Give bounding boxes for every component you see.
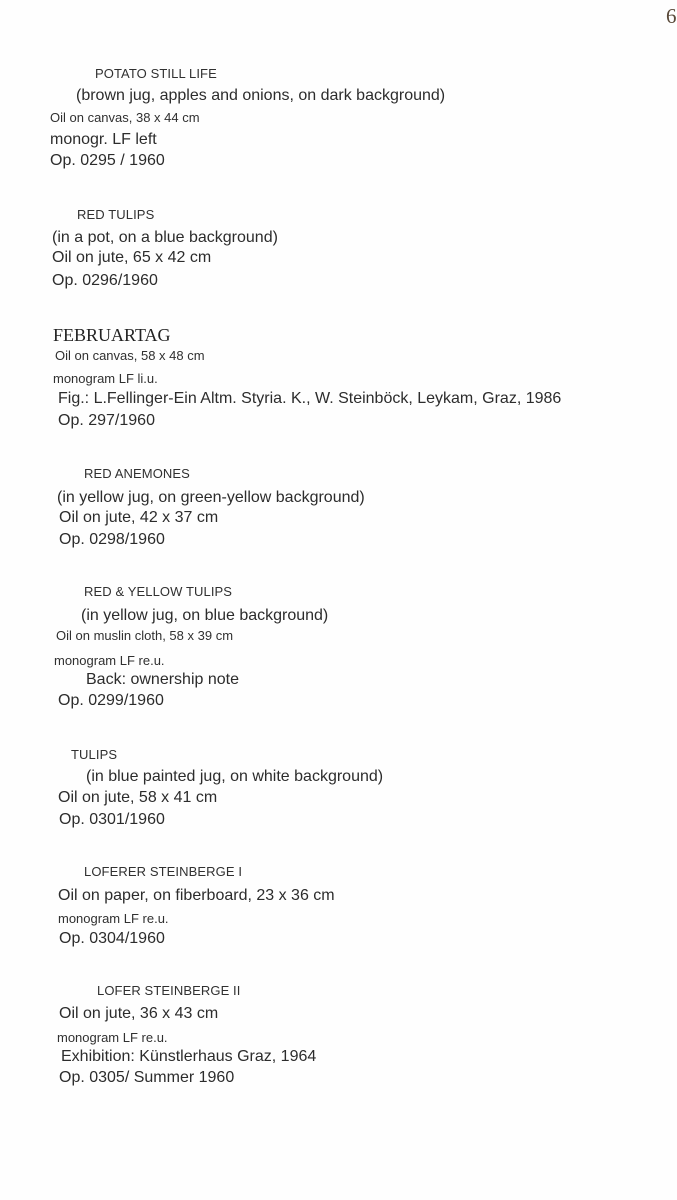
entry-opus: Op. 0296/1960 xyxy=(52,272,158,289)
entry-signature: monogr. LF left xyxy=(50,131,157,148)
entry-description: (in blue painted jug, on white background) xyxy=(86,768,384,785)
entry-signature: monogram LF li.u. xyxy=(53,371,158,386)
entry-medium: Oil on jute, 58 x 41 cm xyxy=(58,789,218,806)
entry-title: TULIPS xyxy=(71,747,118,762)
entry-note: Fig.: L.Fellinger-Ein Altm. Styria. K., W. Steinböck, Leykam, Graz, 1986 xyxy=(58,390,562,407)
entry-opus: Op. 0305/ Summer 1960 xyxy=(59,1069,235,1086)
entry-title: POTATO STILL LIFE xyxy=(95,66,217,81)
entry-opus: Op. 297/1960 xyxy=(58,412,155,429)
entry-description: (brown jug, apples and onions, on dark background) xyxy=(76,87,446,104)
entry-signature: monogram LF re.u. xyxy=(54,653,165,668)
entry-signature: monogram LF re.u. xyxy=(57,1030,168,1045)
entry-title: LOFERER STEINBERGE I xyxy=(84,864,243,879)
entry-title: RED & YELLOW TULIPS xyxy=(84,584,233,599)
entry-medium: Oil on muslin cloth, 58 x 39 cm xyxy=(56,628,234,643)
entry-note: Back: ownership note xyxy=(86,671,239,688)
entry-opus: Op. 0298/1960 xyxy=(59,531,165,548)
entry-description: (in yellow jug, on blue background) xyxy=(81,607,329,624)
entry-medium: Oil on jute, 36 x 43 cm xyxy=(59,1005,219,1022)
entry-description: (in yellow jug, on green-yellow background) xyxy=(57,489,365,506)
page-number: 6 xyxy=(666,4,677,28)
entry-medium: Oil on canvas, 58 x 48 cm xyxy=(55,348,205,363)
entry-signature: monogram LF re.u. xyxy=(58,911,169,926)
entry-medium: Oil on jute, 42 x 37 cm xyxy=(59,509,219,526)
entry-title: FEBRUARTAG xyxy=(53,325,171,345)
entry-title: RED TULIPS xyxy=(77,207,155,222)
entry-opus: Op. 0301/1960 xyxy=(59,811,165,828)
entry-note: Exhibition: Künstlerhaus Graz, 1964 xyxy=(61,1048,317,1065)
entry-medium: Oil on paper, on fiberboard, 23 x 36 cm xyxy=(58,887,335,904)
entry-medium: Oil on jute, 65 x 42 cm xyxy=(52,249,212,266)
entry-title: LOFER STEINBERGE II xyxy=(97,983,241,998)
entry-opus: Op. 0295 / 1960 xyxy=(50,152,165,169)
entry-opus: Op. 0299/1960 xyxy=(58,692,164,709)
entry-medium: Oil on canvas, 38 x 44 cm xyxy=(50,110,200,125)
entry-title: RED ANEMONES xyxy=(84,466,190,481)
entry-opus: Op. 0304/1960 xyxy=(59,930,165,947)
entry-description: (in a pot, on a blue background) xyxy=(52,229,278,246)
